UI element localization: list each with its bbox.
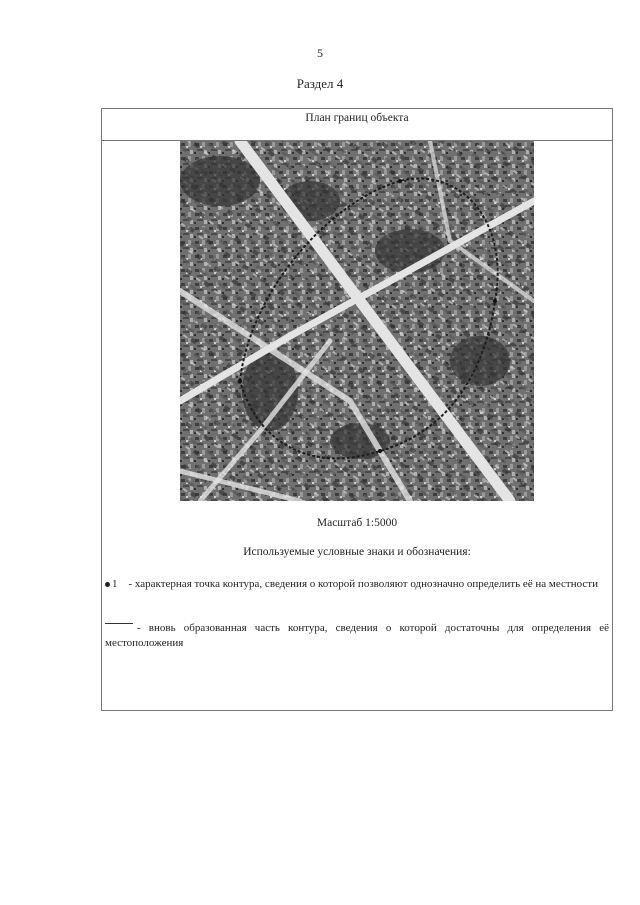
solid-line-icon [105,623,133,624]
legend-line-text: - вновь образованная часть контура, сведения о которой достаточны для определения её местоположения [105,622,609,649]
legend-title: Используемые условные знаки и обозначения: [243,546,471,558]
section-title: Раздел 4 [296,76,344,91]
frame-header: План границ объекта [102,109,612,141]
legend-item-characteristic-point [105,577,609,592]
legend-item-new-contour [105,621,609,651]
aerial-map-graphic [180,141,534,501]
legend-point-text: - характерная точка контура, сведения о которой позволяют однозначно определить её на местности [128,578,598,590]
point-marker-icon [105,582,110,587]
boundary-plan-frame [101,108,613,711]
aerial-map-image [180,141,534,501]
page-number: 5 [317,46,323,60]
map-scale: Масштаб 1:5000 [316,517,398,529]
legend-point-number: 1 [112,578,118,590]
